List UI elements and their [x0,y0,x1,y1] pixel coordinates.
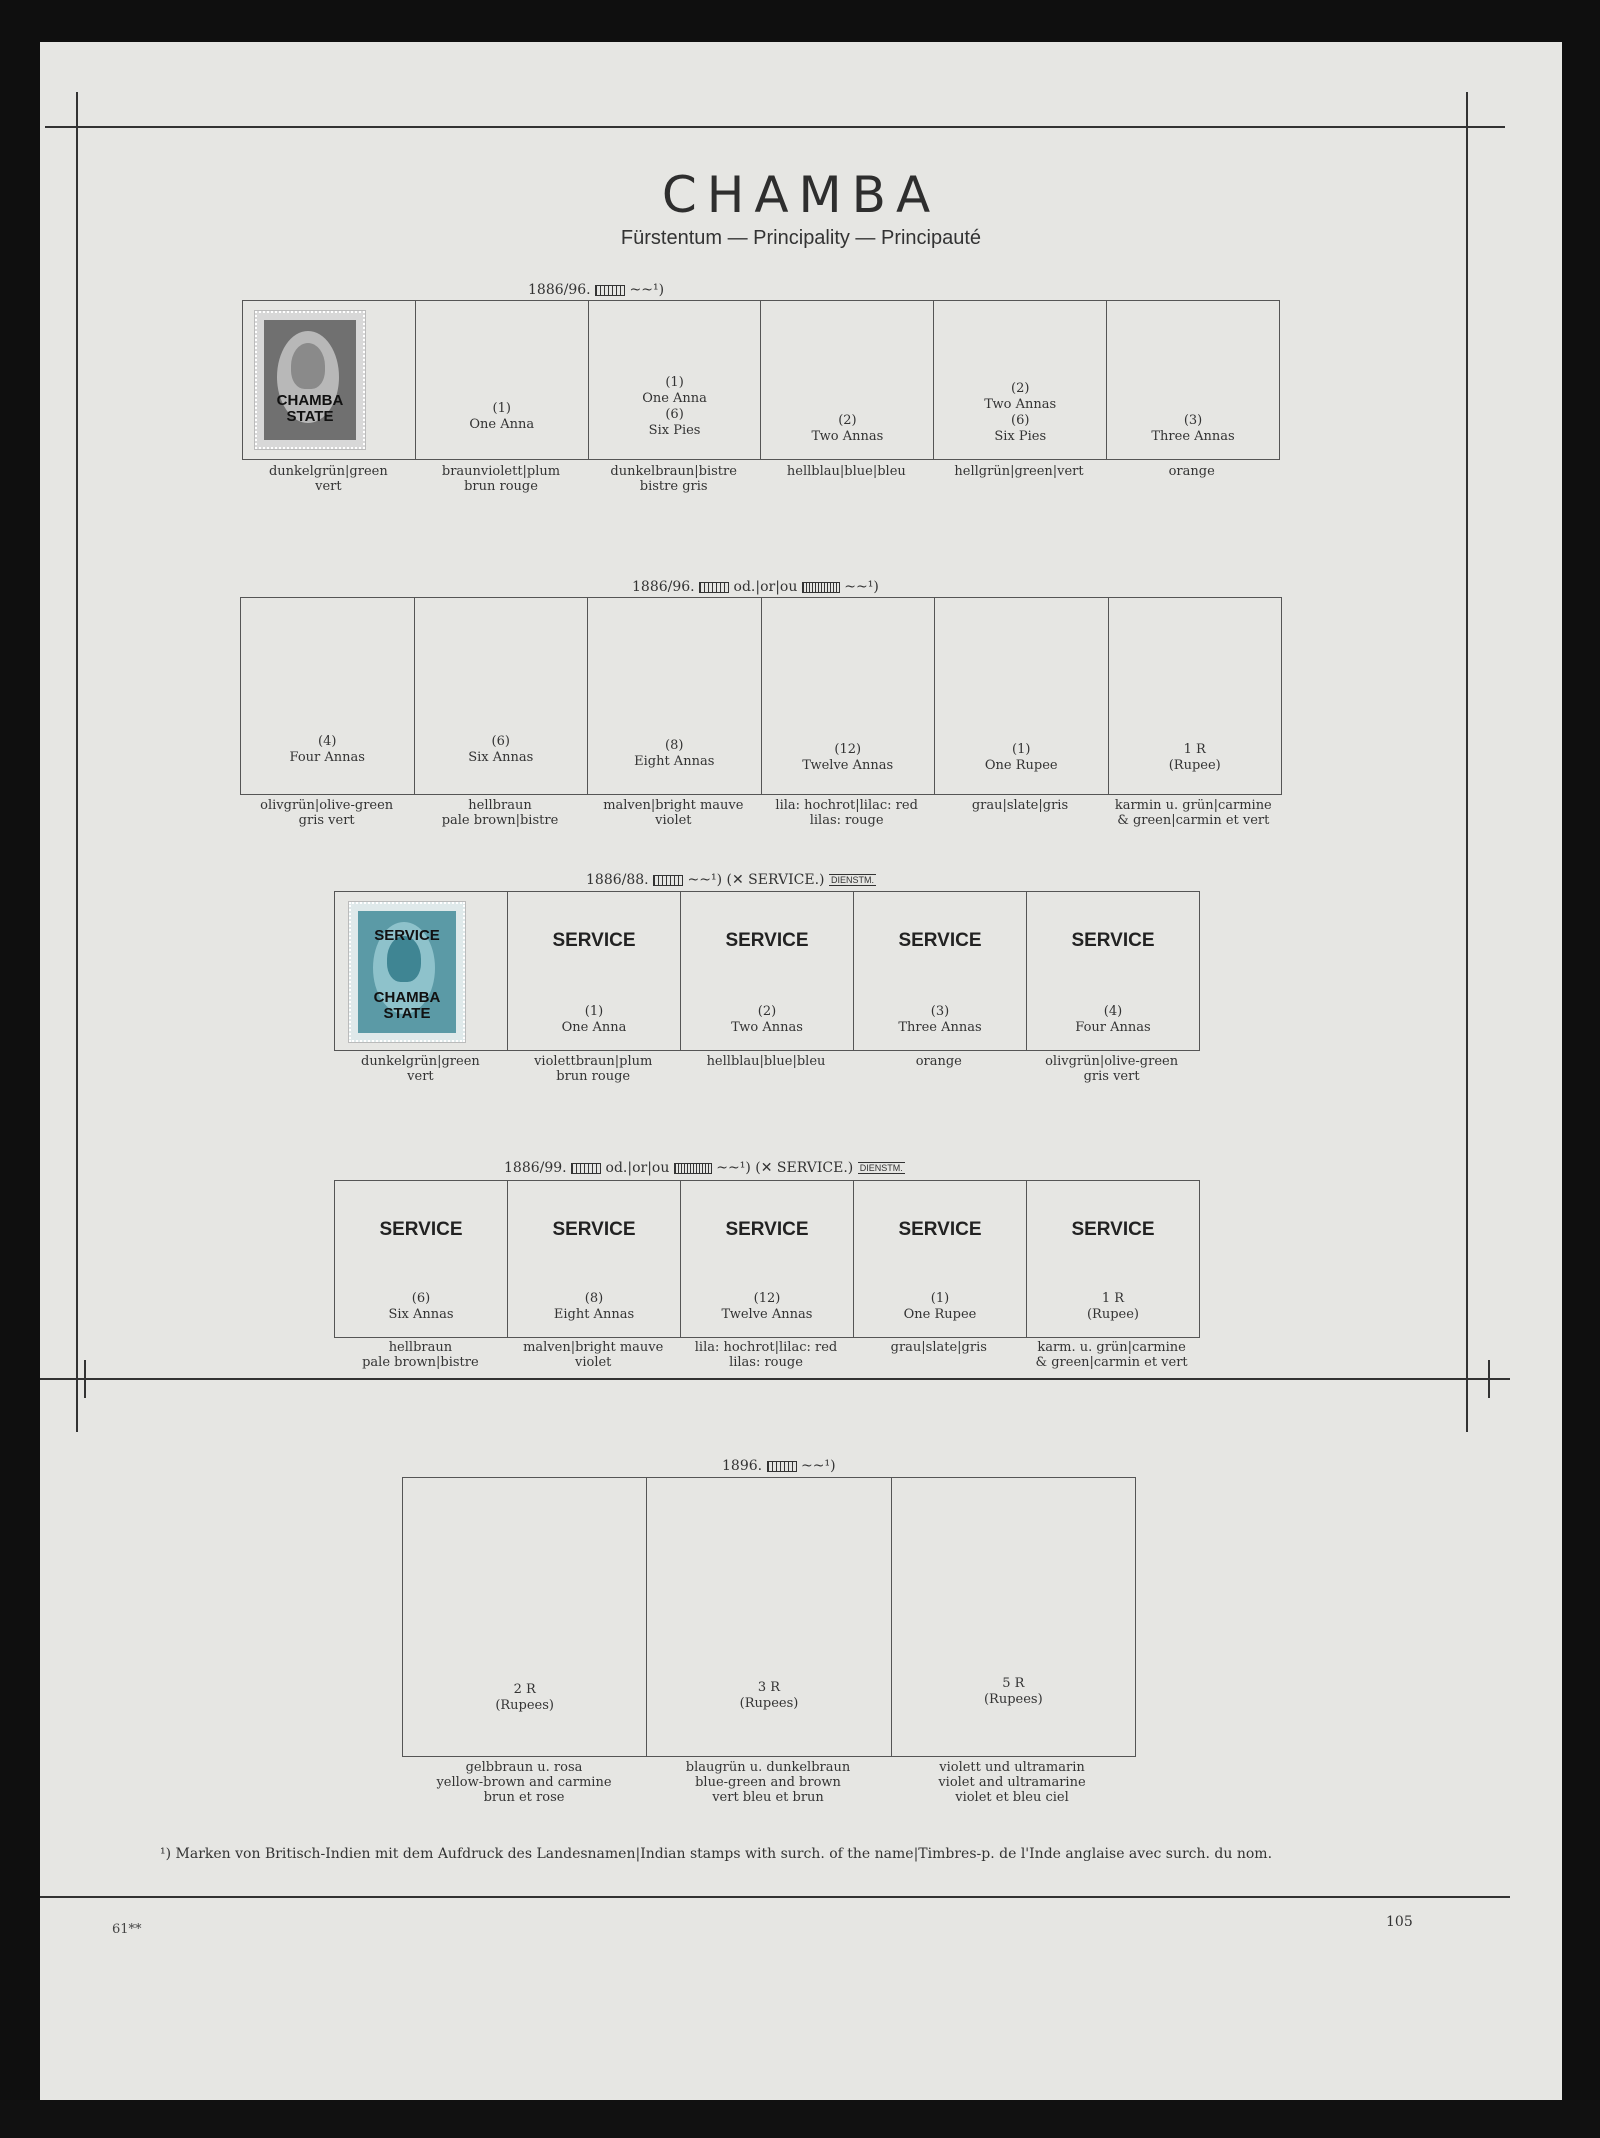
stamp-cell [854,1181,1027,1337]
color-caption: gelbbraun u. rosa yellow-brown and carmine brun et rose [436,1760,612,1805]
color-caption: olivgrün|olive-green gris vert [1045,1054,1179,1084]
page-title: CHAMBA [661,166,941,224]
service-overprint: SERVICE [552,930,636,951]
stamp-cell [508,1181,681,1337]
stamp-cell [681,892,854,1050]
stamp-value: 1 R (Rupee) [1086,1291,1139,1322]
stamp-cell [589,301,762,459]
color-caption: orange [915,1054,962,1069]
stamp-cell [588,598,762,794]
color-caption: grau|slate|gris [971,798,1069,813]
section-years: 1896. [722,1458,763,1474]
top-rule [45,126,1505,128]
stamp-row [242,300,1280,460]
section-note: ~~¹) [801,1458,836,1474]
watermark-icon [767,1461,797,1472]
stamp-value: 1 R (Rupee) [1168,742,1221,773]
stamp-cell [1109,598,1282,794]
stamp-cell [243,301,416,459]
mounted-stamp [255,311,365,449]
watermark-icon [699,582,729,593]
stamp-value: (2) Two Annas (6) Six Pies [984,381,1057,444]
stamp-cell [335,1181,508,1337]
footer-rule [40,1896,1510,1898]
section-note: ~~¹) [687,872,723,888]
stamp-value: (2) Two Annas [811,413,884,444]
caption-row [334,1054,1198,1084]
stamp-value: 2 R (Rupees) [495,1682,554,1713]
section-note: ~~¹) [844,579,879,595]
color-caption: violett und ultramarin violet and ultramarine violet et bleu ciel [938,1760,1086,1805]
stamp-value: (6) Six Annas [468,734,534,765]
section-note: ~~¹) [629,282,665,298]
stamp-row [240,597,1282,795]
section-years: 1886/96. [632,579,695,595]
watermark-icon [595,285,625,296]
service-overprint: SERVICE [898,930,982,951]
color-caption: lila: hochrot|lilac: red lilas: rouge [775,798,918,828]
color-caption: lila: hochrot|lilac: red lilas: rouge [694,1340,838,1370]
left-rule [76,92,78,1432]
color-caption: malven|bright mauve violet [603,798,744,828]
section-or: od.|or|ou [605,1160,670,1176]
stamp-cell [681,1181,854,1337]
footnote: ¹) Marken von Britisch-Indien mit dem Aufdruck des Landesnamen|Indian stamps with surch. of the name|Timbres-p. de l'Inde anglaise avec surch. du nom. [160,1846,1273,1862]
section-service: (✕ SERVICE.) [726,872,825,888]
color-caption: karmin u. grün|carmine & green|carmin et vert [1114,798,1272,828]
section-service: (✕ SERVICE.) [755,1160,854,1176]
service-overprint: SERVICE [898,1219,982,1240]
stamp-value: (8) Eight Annas [553,1291,635,1322]
service-overprint: SERVICE [379,1219,463,1240]
stamp-cell [1027,1181,1199,1337]
service-overprint: SERVICE [725,1219,809,1240]
caption-row [402,1760,1134,1805]
stamp-cell [761,301,934,459]
stamp-value: (1) One Anna [469,401,535,432]
stamp-cell [403,1478,647,1756]
stamp-value: (1) One Rupee [903,1291,977,1322]
section-years: 1886/96. [528,282,591,298]
stamp-value: (6) Six Annas [388,1291,454,1322]
color-caption: braunviolett|plum brun rouge [441,464,561,494]
folio-mark: 61** [112,1922,142,1937]
scan-border [0,2100,1600,2138]
page-number: 105 [1386,1914,1413,1930]
stamp-cell [1107,301,1279,459]
stamp-cell [508,892,681,1050]
color-caption: hellblau|blue|bleu [706,1054,826,1069]
stamp-overprint: CHAMBA STATE [276,392,344,425]
service-overprint: SERVICE [552,1219,636,1240]
color-caption: violettbraun|plum brun rouge [534,1054,653,1084]
stamp-cell [854,892,1027,1050]
stamp-row [334,1180,1200,1338]
mounted-stamp [349,902,465,1042]
color-caption: grau|slate|gris [890,1340,987,1355]
watermark-icon [571,1163,601,1174]
watermark-alt-icon [802,582,840,593]
stamp-cell [934,301,1107,459]
section-years: 1886/88. [586,872,649,888]
stamp-cell [935,598,1109,794]
stamp-value: (1) One Rupee [984,742,1058,773]
stamp-value: (12) Twelve Annas [802,742,894,773]
right-rule [1466,92,1468,1432]
stamp-service-overprint: SERVICE [374,927,440,944]
color-caption: olivgrün|olive-green gris vert [260,798,394,828]
stamp-cell [762,598,936,794]
stamp-cell [647,1478,891,1756]
color-caption: orange [1168,464,1215,479]
bottom-rule [40,1378,1510,1380]
section-heading [504,1160,905,1176]
stamp-overprint: CHAMBA STATE [373,989,441,1022]
stamp-value: 3 R (Rupees) [739,1680,799,1711]
dienstm-label: DIENSTM. [859,1163,903,1173]
color-caption: hellblau|blue|bleu [786,464,906,479]
color-caption: dunkelgrün|green vert [361,1054,480,1084]
color-caption: dunkelgrün|green vert [268,464,388,494]
color-caption: dunkelbraun|bistre bistre gris [610,464,737,494]
dienstm-label: DIENSTM. [830,875,874,885]
stamp-value: (4) Four Annas [289,734,365,765]
stamp-cell [892,1478,1135,1756]
bottom-tick-left [84,1360,86,1398]
stamp-value: (3) Three Annas [1151,413,1235,444]
section-years: 1886/99. [504,1160,567,1176]
section-note: ~~¹) [716,1160,751,1176]
stamp-row [334,891,1200,1051]
watermark-alt-icon [674,1163,712,1174]
color-caption: hellbraun pale brown|bistre [362,1340,479,1370]
stamp-value: (1) One Anna [561,1004,627,1035]
stamp-value: (8) Eight Annas [634,738,715,769]
section-or: od.|or|ou [733,579,798,595]
stamp-cell [415,598,589,794]
stamp-value: (4) Four Annas [1075,1004,1151,1035]
stamp-row [402,1477,1136,1757]
color-caption: hellgrün|green|vert [954,464,1084,479]
stamp-value: (1) One Anna (6) Six Pies [642,375,707,438]
bottom-tick-right [1488,1360,1490,1398]
caption-row [242,464,1278,494]
section-heading [586,872,876,888]
color-caption: malven|bright mauve violet [523,1340,664,1370]
section-heading [722,1458,836,1474]
stamp-cell [335,892,508,1050]
stamp-value: (3) Three Annas [898,1004,982,1035]
section-heading [528,282,664,298]
service-overprint: SERVICE [1071,1219,1155,1240]
stamp-cell [1027,892,1199,1050]
caption-row [240,798,1280,828]
stamp-cell [416,301,589,459]
watermark-icon [653,875,683,886]
section-heading [632,579,879,595]
color-caption: hellbraun pale brown|bistre [441,798,559,828]
service-overprint: SERVICE [1071,930,1155,951]
caption-row [334,1340,1198,1370]
stamp-value: 5 R (Rupees) [983,1676,1043,1707]
color-caption: blaugrün u. dunkelbraun blue-green and brown vert bleu et brun [685,1760,851,1805]
stamp-value: (12) Twelve Annas [721,1291,813,1322]
stamp-cell [241,598,415,794]
color-caption: karm. u. grün|carmine & green|carmin et vert [1035,1340,1188,1370]
stamp-value: (2) Two Annas [731,1004,803,1035]
service-overprint: SERVICE [725,930,809,951]
page-subtitle: Fürstentum — Principality — Principauté [620,227,982,249]
